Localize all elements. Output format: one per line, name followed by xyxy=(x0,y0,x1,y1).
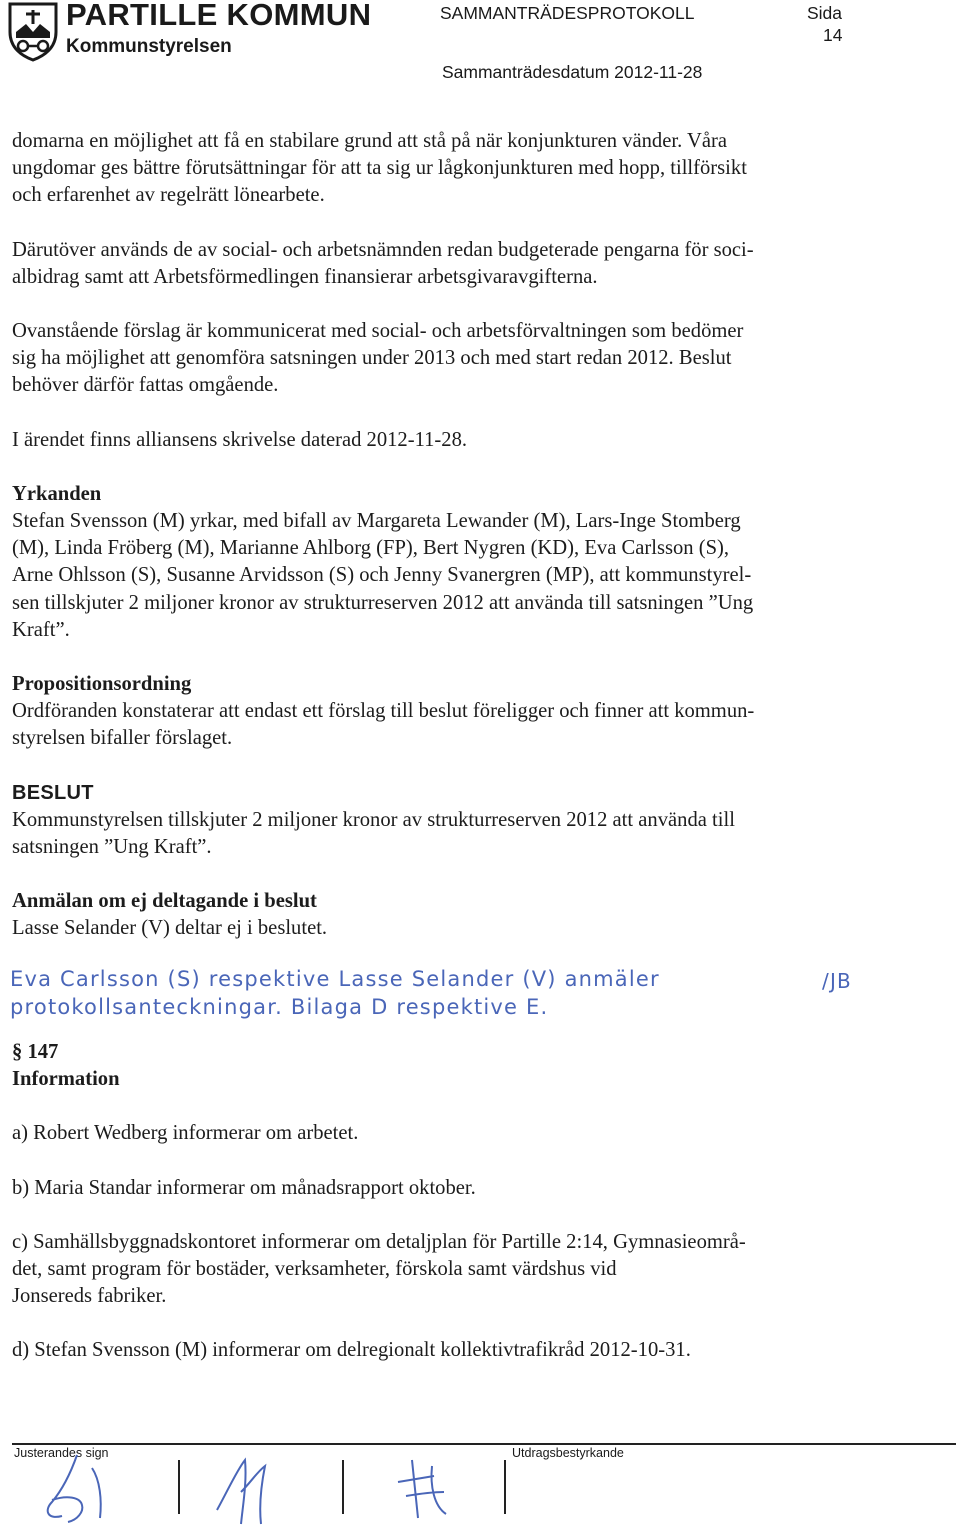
text-line: (M), Linda Fröberg (M), Marianne Ahlborg (FP), Bert Nygren (KD), Eva Carlsson (S), xyxy=(12,537,730,560)
signature-3-icon xyxy=(384,1452,474,1530)
handwritten-line: Eva Carlsson (S) respektive Lasse Selander (V) anmäler xyxy=(10,967,660,991)
organization-board: Kommunstyrelsen xyxy=(66,36,232,57)
document-type: SAMMANTRÄDESPROTOKOLL xyxy=(440,3,695,23)
text-line: Därutöver används de av social- och arbetsnämnden redan budgeterade pengarna för soci- xyxy=(12,238,754,261)
list-item: b) Maria Standar informerar om månadsrapport oktober. xyxy=(12,1176,476,1199)
organization-name: PARTILLE KOMMUN xyxy=(66,0,372,32)
text-line: det, samt program för bostäder, verksamheter, förskola samt värdshus vid xyxy=(12,1258,617,1281)
text-line: Lasse Selander (V) deltar ej i beslutet. xyxy=(12,917,328,940)
handwritten-annotation xyxy=(10,965,910,1025)
paragraph-reference: I ärendet finns alliansens skrivelse daterad 2012-11-28. xyxy=(12,428,468,451)
section-propositionsordning xyxy=(12,671,872,753)
text-line: Kraft”. xyxy=(12,618,70,641)
text-line: ungdomar ges bättre förutsättningar för att ta sig ur lågkonjunkturen med hopp, tillförsikt xyxy=(12,157,747,180)
footer-divider xyxy=(12,1443,956,1445)
text-line: c) Samhällsbyggnadskontoret informerar om detaljplan för Partille 2:14, Gymnasieområ- xyxy=(12,1230,746,1253)
text-line: Ordföranden konstaterar att endast ett förslag till beslut föreligger och finner att kommun- xyxy=(12,700,755,723)
footer-label-justerandes: Justerandes sign xyxy=(14,1446,109,1460)
yrkanden-heading: Yrkanden xyxy=(12,482,102,505)
text-line: Kommunstyrelsen tillskjuter 2 miljoner kronor av strukturreserven 2012 att använda till xyxy=(12,808,735,831)
section-yrkanden xyxy=(12,481,872,644)
text-line: och erfarenhet av regelrätt lönearbete. xyxy=(12,184,325,207)
handwritten-initials: /JB xyxy=(822,969,852,993)
signature-2-icon xyxy=(207,1452,297,1530)
text-line: Ovanstående förslag är kommunicerat med social- och arbetsförvaltningen som bedömer xyxy=(12,320,744,343)
section-147 xyxy=(12,1039,872,1365)
municipal-crest-icon xyxy=(6,2,60,62)
footer-label-utdragsbestyrkande: Utdragsbestyrkande xyxy=(512,1446,624,1460)
text-line: domarna en möjlighet att få en stabilare grund att stå på när konjunkturen vänder. Våra xyxy=(12,130,728,152)
text-line: behöver därför fattas omgående. xyxy=(12,374,279,397)
text-line: satsningen ”Ung Kraft”. xyxy=(12,836,212,859)
list-item: a) Robert Wedberg informerar om arbetet. xyxy=(12,1122,359,1145)
section-number: § 147 xyxy=(12,1041,59,1063)
text-line: albidrag samt att Arbetsförmedlingen finansierar arbetsgivaravgifterna. xyxy=(12,265,598,288)
handwritten-line: protokollsanteckningar. Bilaga D respektive E. xyxy=(10,995,549,1019)
list-item: d) Stefan Svensson (M) informerar om delregionalt kollektivtrafikråd 2012-10-31. xyxy=(12,1339,691,1362)
text-line: sig ha möjlighet att genomföra satsningen under 2013 och med start redan 2012. Beslut xyxy=(12,347,732,370)
meeting-date: Sammanträdesdatum 2012-11-28 xyxy=(442,62,703,82)
text-line: styrelsen bifaller förslaget. xyxy=(12,727,233,750)
paragraph-funding xyxy=(12,237,872,291)
protocol-body xyxy=(12,128,872,970)
paragraph-communication xyxy=(12,318,872,400)
signature-1-icon xyxy=(22,1450,162,1530)
section-beslut xyxy=(12,780,872,862)
text-line: Jonsereds fabriker. xyxy=(12,1285,167,1308)
anmalan-heading: Anmälan om ej deltagande i beslut xyxy=(12,890,317,913)
text-line: Stefan Svensson (M) yrkar, med bifall av Margareta Lewander (M), Lars-Inge Stomberg xyxy=(12,510,741,533)
beslut-heading: BESLUT xyxy=(12,781,94,804)
footer-divider xyxy=(342,1460,344,1514)
paragraph-outcome xyxy=(12,128,872,210)
text-line: sen tillskjuter 2 miljoner kronor av strukturreserven 2012 att använda till satsningen ”Ung xyxy=(12,591,754,614)
signature-footer xyxy=(12,1440,956,1533)
section-title: Information xyxy=(12,1068,120,1091)
text-line: Arne Ohlsson (S), Susanne Arvidsson (S) och Jenny Svanergren (MP), att kommunstyrel- xyxy=(12,564,752,587)
page-label: Sida xyxy=(807,3,843,23)
page-number: 14 xyxy=(823,25,843,45)
section-anmalan xyxy=(12,888,872,942)
propositionsordning-heading: Propositionsordning xyxy=(12,673,192,696)
footer-divider xyxy=(504,1460,506,1514)
document-header xyxy=(0,0,960,90)
list-item xyxy=(12,1229,872,1311)
footer-divider xyxy=(178,1460,180,1514)
